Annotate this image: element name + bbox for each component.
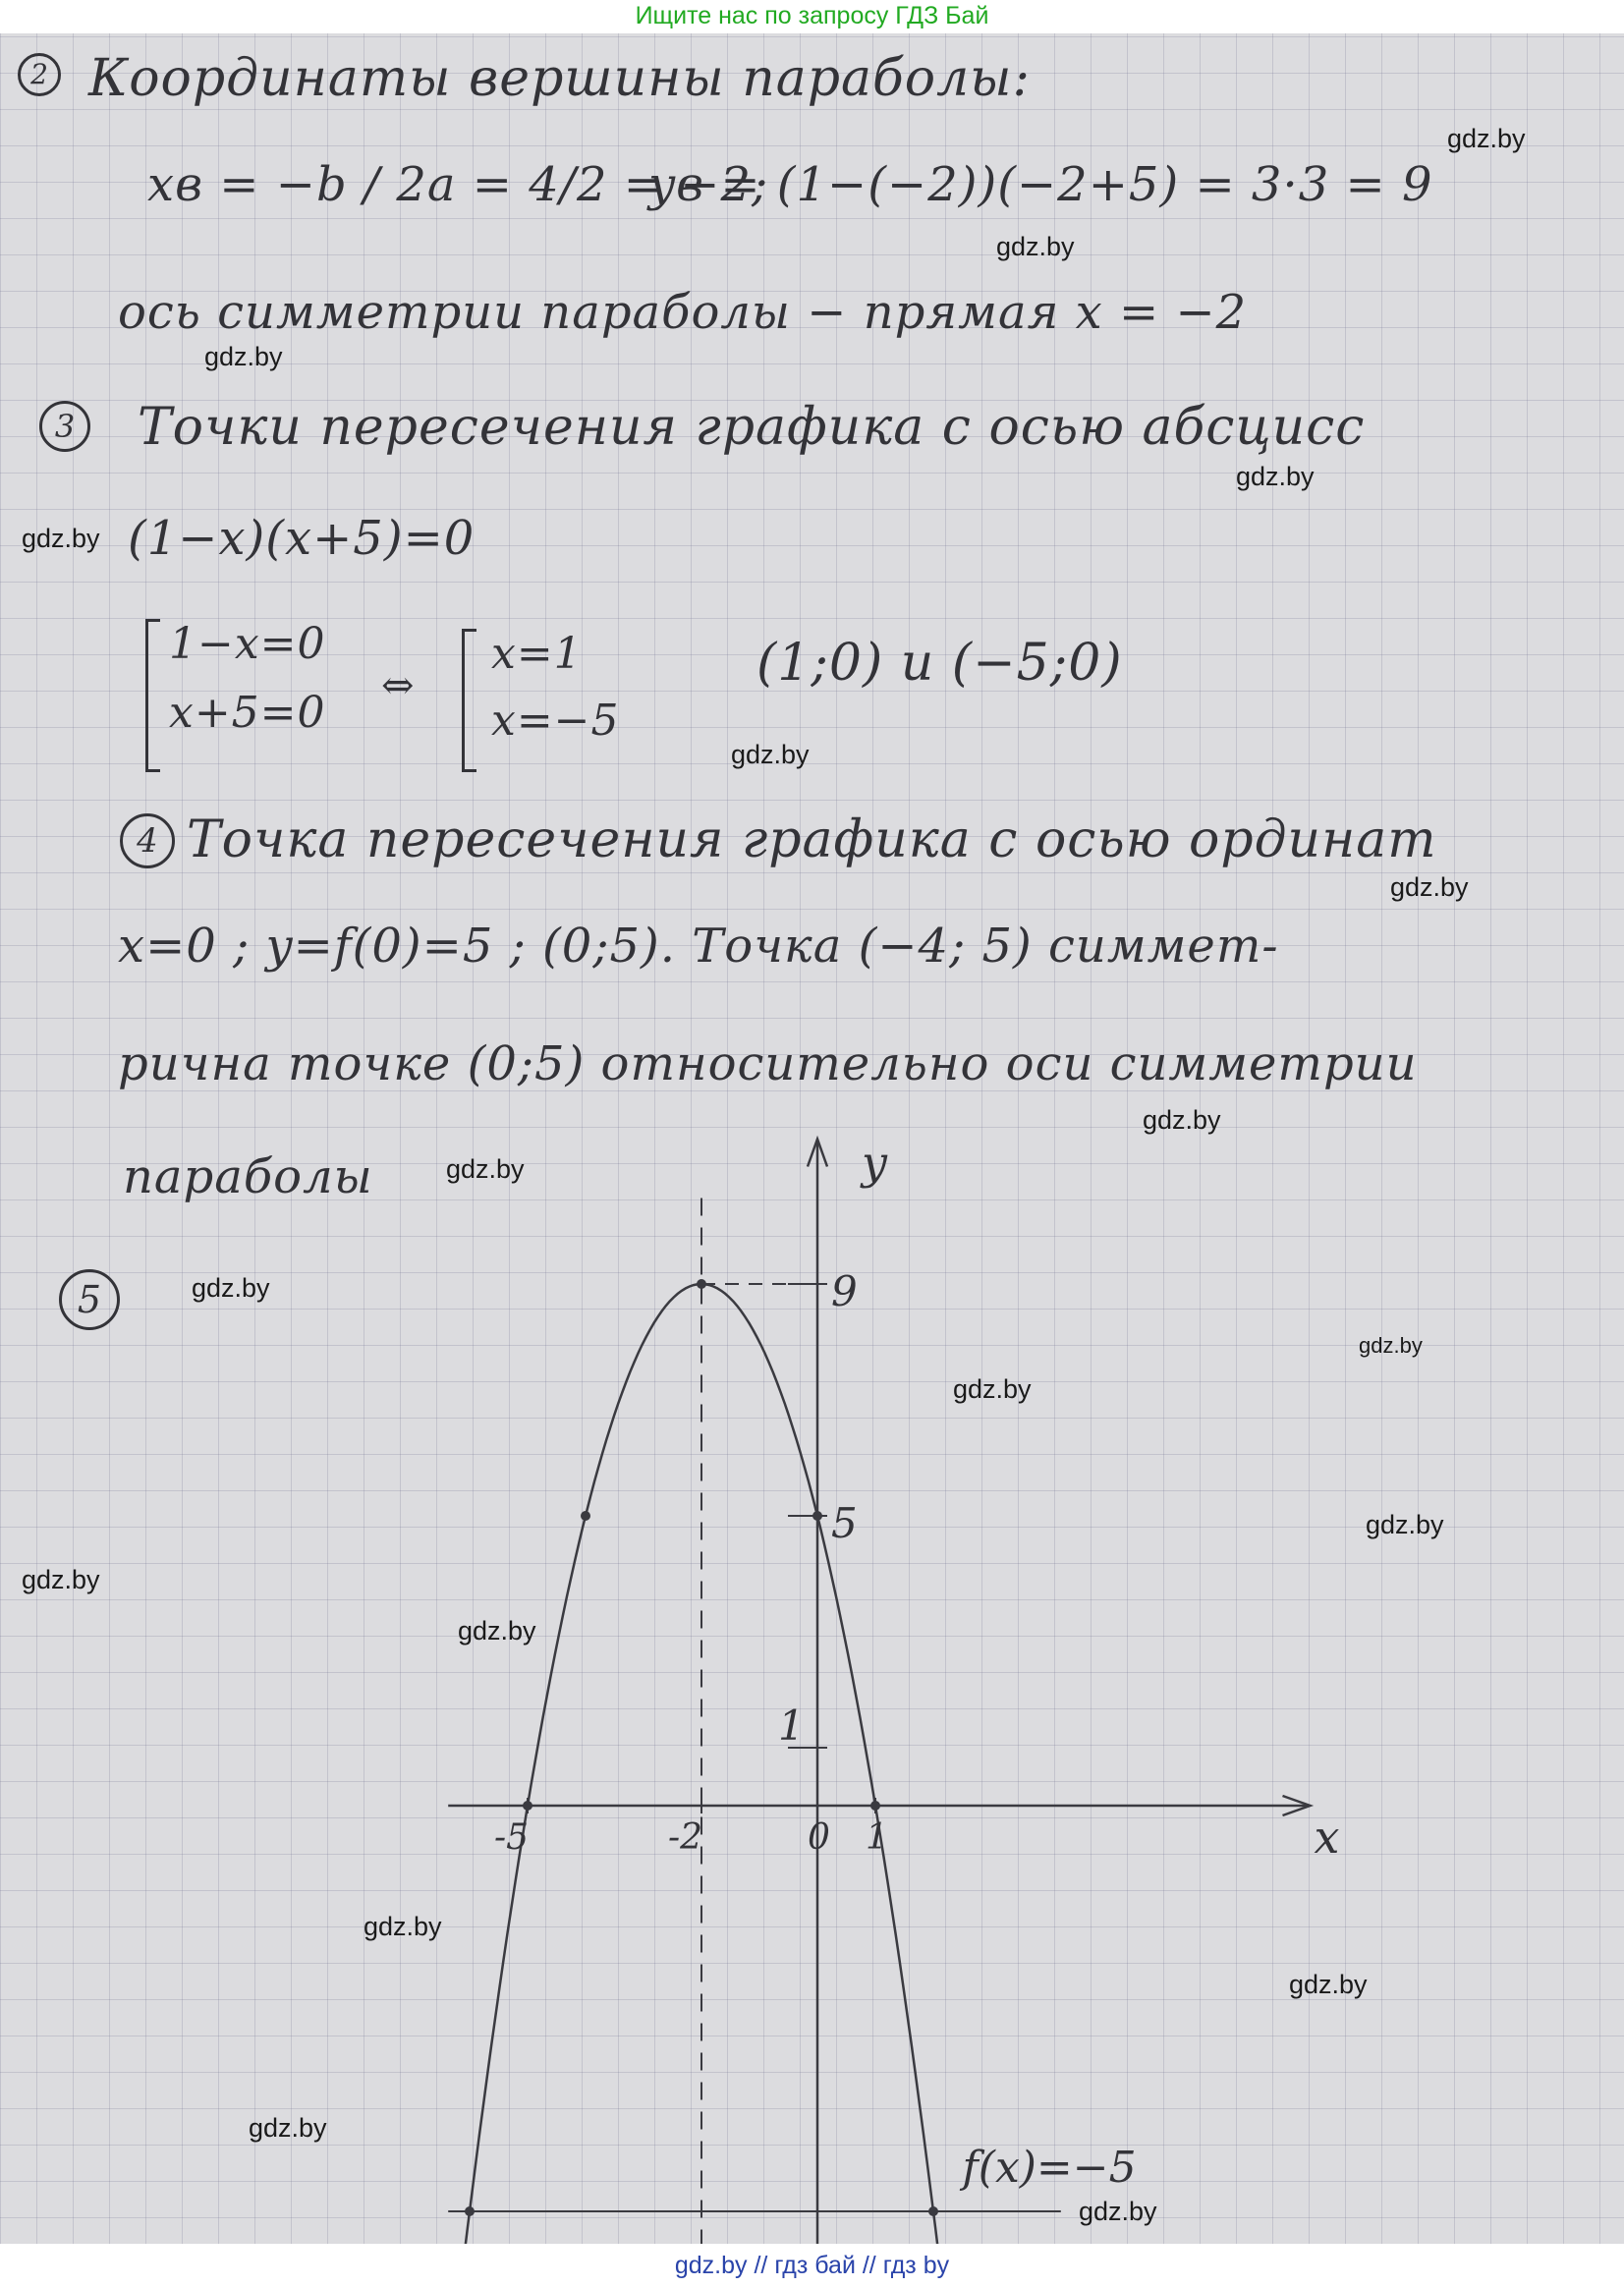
step-number-2: 2 [18, 53, 61, 96]
watermark: gdz.by [22, 524, 100, 553]
x-intercept-points: (1;0) и (−5;0) [756, 634, 1123, 693]
watermark: gdz.by [1366, 1510, 1444, 1539]
roots-equation: (1−x)(x+5)=0 [128, 511, 476, 566]
y-intercept-line-3: параболы [123, 1149, 373, 1204]
y-tick-label: 5 [831, 1499, 858, 1547]
y-axis-label: y [862, 1136, 887, 1190]
graph-point [928, 2206, 938, 2216]
y-intercept-line-2: рична точке (0;5) относительно оси симметрии [118, 1036, 1418, 1091]
watermark: gdz.by [1143, 1105, 1221, 1135]
watermark: gdz.by [731, 740, 810, 769]
graph-point [465, 2206, 475, 2216]
equivalence-arrow: ⇔ [381, 663, 416, 708]
x-tick-label: 0 [808, 1817, 830, 1858]
vertex-x-formula: xв = −b / 2a = 4/2 = −2; [147, 157, 769, 212]
x-tick-label: -5 [494, 1817, 530, 1858]
hline-label: f(x)=−5 [962, 2143, 1137, 2193]
step-number-4: 4 [120, 813, 175, 868]
graph-point [697, 1279, 706, 1289]
watermark: gdz.by [1447, 124, 1526, 153]
watermark: gdz.by [1359, 1333, 1423, 1358]
footer-bar[interactable] [0, 2244, 1624, 2287]
step-number-5: 5 [59, 1269, 120, 1330]
system-left-row-1: 1−x=0 [169, 619, 326, 669]
step3-title: Точки пересечения графика с осью абсцисс [138, 398, 1366, 457]
watermark: gdz.by [364, 1912, 442, 1941]
watermark: gdz.by [458, 1616, 536, 1646]
vertex-y-formula: yв = (1−(−2))(−2+5) = 3·3 = 9 [648, 157, 1433, 212]
footer-links[interactable]: gdz.by // гдз бай // гдз by [674, 2252, 950, 2279]
watermark: gdz.by [996, 232, 1075, 261]
x-axis-label: x [1314, 1811, 1340, 1864]
x-tick-label: 1 [866, 1817, 888, 1858]
graph-point [581, 1511, 590, 1521]
watermark: gdz.by [1289, 1970, 1368, 1999]
watermark: gdz.by [1236, 462, 1315, 491]
watermark: gdz.by [1079, 2197, 1157, 2226]
banner-text[interactable]: Ищите нас по запросу ГДЗ Бай [635, 2, 989, 29]
watermark: gdz.by [22, 1565, 100, 1594]
system-right-row-2: x=−5 [491, 696, 620, 746]
y-intercept-line-1: x=0 ; y=f(0)=5 ; (0;5). Точка (−4; 5) симмет- [118, 919, 1279, 974]
step-number-3: 3 [39, 401, 90, 452]
watermark: gdz.by [953, 1374, 1032, 1404]
watermark: gdz.by [446, 1154, 525, 1184]
step4-title: Точка пересечения графика с осью ординат [187, 810, 1437, 869]
system-right-row-1: x=1 [491, 629, 583, 679]
system-left-row-2: x+5=0 [169, 688, 326, 738]
y-tick-label: 9 [831, 1267, 858, 1315]
watermark: gdz.by [249, 2113, 327, 2143]
step2-title: Координаты вершины параболы: [88, 49, 1032, 108]
watermark: gdz.by [1390, 872, 1469, 902]
watermark: gdz.by [192, 1273, 270, 1303]
symmetry-axis-line: ось симметрии параболы − прямая x = −2 [118, 285, 1248, 340]
watermark: gdz.by [204, 342, 283, 371]
y-tick-label: 1 [778, 1701, 805, 1750]
x-tick-label: -2 [668, 1817, 703, 1858]
